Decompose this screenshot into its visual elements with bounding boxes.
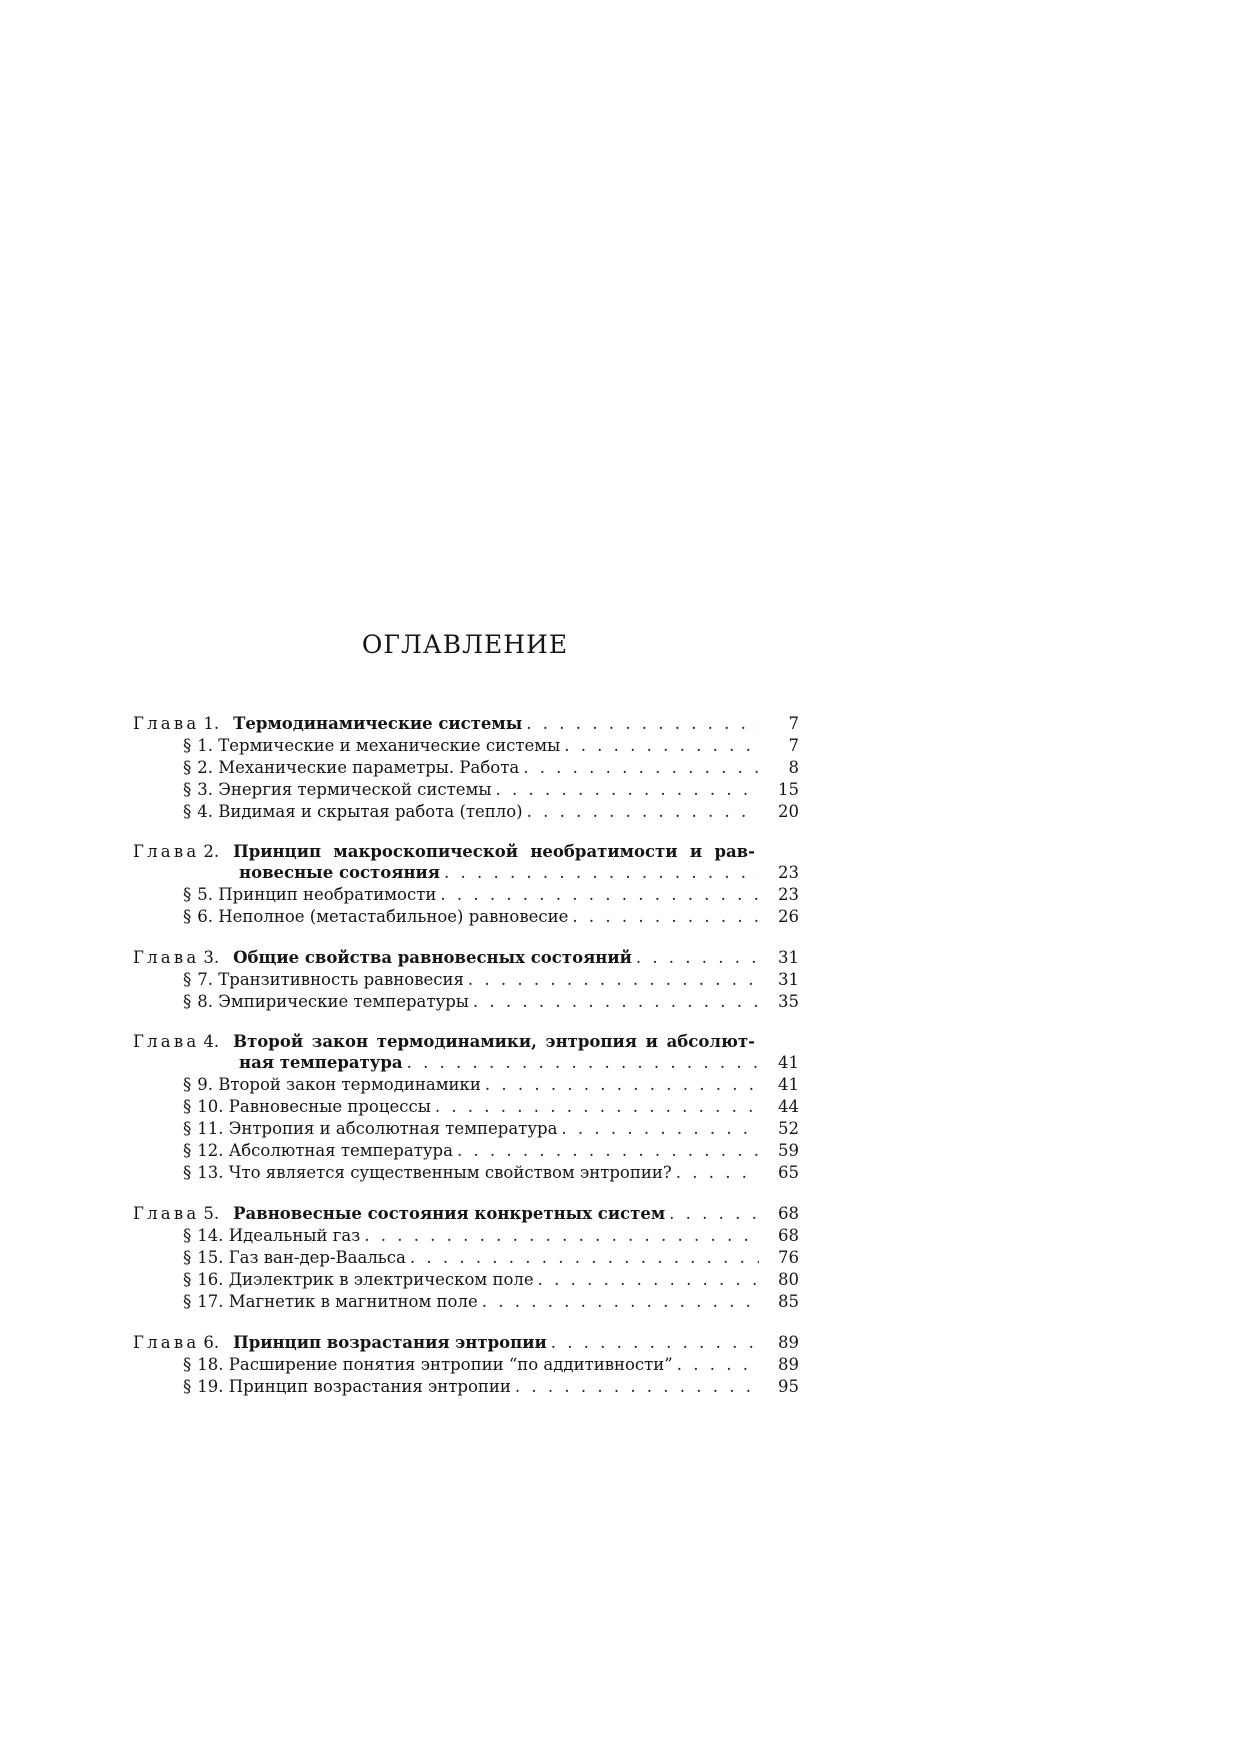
section-number: 10. [197, 1097, 224, 1116]
page-number: 95 [778, 1377, 799, 1396]
section-number: 14. [197, 1226, 224, 1245]
table-of-contents [133, 713, 799, 1417]
section-number: 18. [197, 1355, 224, 1374]
chapter-heading[interactable] [133, 842, 799, 862]
page-number: 41 [778, 1053, 799, 1072]
chapter-number: 2. [203, 842, 220, 861]
page-number: 44 [778, 1097, 799, 1116]
section-sign: § [183, 780, 192, 799]
dot-leader [538, 1269, 759, 1291]
page-number: 76 [778, 1248, 799, 1267]
chapter-heading[interactable] [133, 947, 799, 969]
section-sign: § [183, 758, 192, 777]
chapter-title-line2: новесные состояния [239, 863, 440, 882]
page-number: 89 [778, 1355, 799, 1374]
page-number: 85 [778, 1292, 799, 1311]
chapter-prefix: Глава [133, 1032, 200, 1051]
chapter-heading[interactable] [133, 1332, 799, 1354]
chapter-number: 4. [203, 1032, 220, 1051]
section-number: 8. [197, 992, 213, 1011]
toc-entry[interactable] [133, 1074, 799, 1096]
dot-leader [551, 1332, 759, 1354]
toc-entry[interactable] [133, 735, 799, 757]
chapter-number: 5. [203, 1204, 220, 1223]
section-sign: § [183, 970, 192, 989]
section-sign: § [183, 992, 192, 1011]
section-title: Принцип возрастания энтропии [228, 1377, 511, 1396]
toc-entry[interactable] [133, 801, 799, 823]
page-number: 59 [778, 1141, 799, 1160]
chapter-prefix: Глава [133, 948, 200, 967]
section-title: Абсолютная температура [228, 1141, 453, 1160]
page-number: 41 [778, 1075, 799, 1094]
chapter-3 [133, 947, 799, 1013]
toc-entry[interactable] [133, 779, 799, 801]
section-title: Второй закон термодинамики [218, 1075, 481, 1094]
chapter-number: 3. [203, 948, 220, 967]
section-title: Неполное (метастабильное) равновесие [218, 907, 569, 926]
chapter-title: Термодинамические системы [233, 714, 523, 733]
chapter-prefix: Глава [133, 1204, 200, 1223]
chapter-title: Принцип возрастания энтропии [233, 1333, 547, 1352]
section-title: Газ ван-дер-Ваальса [228, 1248, 406, 1267]
dot-leader [407, 1052, 759, 1074]
page-number: 80 [778, 1270, 799, 1289]
toc-entry[interactable] [133, 969, 799, 991]
section-sign: § [183, 1355, 192, 1374]
page-number: 8 [788, 758, 799, 777]
section-number: 17. [197, 1292, 224, 1311]
section-sign: § [183, 1141, 192, 1160]
page-title: ОГЛАВЛЕНИЕ [361, 630, 569, 659]
dot-leader [435, 1096, 759, 1118]
chapter-number: 1. [203, 714, 220, 733]
chapter-heading[interactable] [133, 1203, 799, 1225]
dot-leader [564, 735, 759, 757]
toc-entry[interactable] [133, 1269, 799, 1291]
chapter-5 [133, 1203, 799, 1313]
toc-entry[interactable] [133, 1354, 799, 1376]
section-number: 1. [197, 736, 213, 755]
toc-entry[interactable] [133, 1247, 799, 1269]
dot-leader [485, 1074, 759, 1096]
section-title: Транзитивность равновесия [218, 970, 464, 989]
dot-leader [677, 1354, 759, 1376]
toc-entry[interactable] [133, 1140, 799, 1162]
chapter-heading-continuation[interactable] [133, 862, 799, 884]
dot-leader [496, 779, 759, 801]
page-number: 23 [778, 885, 799, 904]
dot-leader [676, 1162, 759, 1184]
dot-leader [364, 1225, 759, 1247]
toc-entry[interactable] [133, 1096, 799, 1118]
section-sign: § [183, 1377, 192, 1396]
section-number: 2. [197, 758, 213, 777]
dot-leader [526, 713, 759, 735]
section-title: Энергия термической системы [218, 780, 492, 799]
toc-entry[interactable] [133, 1291, 799, 1313]
section-number: 11. [197, 1119, 224, 1138]
page-number: 65 [778, 1163, 799, 1182]
section-sign: § [183, 885, 192, 904]
dot-leader [523, 757, 759, 779]
section-sign: § [183, 1226, 192, 1245]
section-sign: § [183, 907, 192, 926]
section-title: Идеальный газ [228, 1226, 361, 1245]
page-number: 20 [778, 802, 799, 821]
dot-leader [410, 1247, 759, 1269]
chapter-title-line1: Второй закон термодинамики, энтропия и абсолют- [233, 1032, 755, 1051]
chapter-heading[interactable] [133, 1032, 799, 1052]
page-number: 15 [778, 780, 799, 799]
dot-leader [468, 969, 759, 991]
toc-entry[interactable] [133, 1376, 799, 1398]
chapter-title: Равновесные состояния конкретных систем [233, 1204, 666, 1223]
toc-entry[interactable] [133, 757, 799, 779]
chapter-prefix: Глава [133, 842, 200, 861]
section-sign: § [183, 1119, 192, 1138]
section-number: 3. [197, 780, 213, 799]
page-number: 35 [778, 992, 799, 1011]
chapter-heading[interactable] [133, 713, 799, 735]
section-title: Термические и механические системы [218, 736, 561, 755]
page-number: 52 [778, 1119, 799, 1138]
section-sign: § [183, 1270, 192, 1289]
section-number: 12. [197, 1141, 224, 1160]
section-number: 4. [197, 802, 213, 821]
section-number: 15. [197, 1248, 224, 1267]
section-title: Принцип необратимости [218, 885, 437, 904]
dot-leader [473, 991, 759, 1013]
page-number: 23 [778, 863, 799, 882]
page-number: 68 [778, 1226, 799, 1245]
section-sign: § [183, 1075, 192, 1094]
page-number: 7 [788, 736, 799, 755]
toc-entry[interactable] [133, 991, 799, 1013]
chapter-heading-continuation[interactable] [133, 1052, 799, 1074]
chapter-title: Общие свойства равновесных состояний [233, 948, 632, 967]
chapter-4 [133, 1032, 799, 1184]
section-sign: § [183, 802, 192, 821]
chapter-prefix: Глава [133, 1333, 200, 1352]
page-number: 7 [788, 714, 799, 733]
toc-entry[interactable] [133, 906, 799, 928]
toc-entry[interactable] [133, 884, 799, 906]
dot-leader [515, 1376, 759, 1398]
chapter-1 [133, 713, 799, 823]
page-number: 68 [778, 1204, 799, 1223]
section-title: Расширение понятия энтропии “по аддитивности” [228, 1355, 673, 1374]
toc-entry[interactable] [133, 1162, 799, 1184]
section-number: 19. [197, 1377, 224, 1396]
dot-leader [444, 862, 759, 884]
toc-entry[interactable] [133, 1118, 799, 1140]
chapter-title-line2: ная температура [239, 1053, 403, 1072]
dot-leader [527, 801, 759, 823]
chapter-title-line1: Принцип макроскопической необратимости и рав- [233, 842, 755, 861]
page-number: 89 [778, 1333, 799, 1352]
section-title: Что является существенным свойством энтропии? [228, 1163, 672, 1182]
dot-leader [561, 1118, 759, 1140]
section-title: Эмпирические температуры [218, 992, 469, 1011]
section-sign: § [183, 1163, 192, 1182]
dot-leader [636, 947, 759, 969]
section-number: 13. [197, 1163, 224, 1182]
page-number: 31 [778, 970, 799, 989]
section-title: Равновесные процессы [228, 1097, 431, 1116]
dot-leader [482, 1291, 759, 1313]
chapter-prefix: Глава [133, 714, 200, 733]
section-title: Механические параметры. Работа [218, 758, 520, 777]
chapter-number: 6. [203, 1333, 220, 1352]
section-title: Магнетик в магнитном поле [228, 1292, 478, 1311]
section-number: 16. [197, 1270, 224, 1289]
section-title: Видимая и скрытая работа (тепло) [218, 802, 523, 821]
dot-leader [440, 884, 759, 906]
section-title: Энтропия и абсолютная температура [228, 1119, 558, 1138]
section-number: 7. [197, 970, 213, 989]
dot-leader [457, 1140, 759, 1162]
section-number: 5. [197, 885, 213, 904]
section-sign: § [183, 1097, 192, 1116]
page-number: 26 [778, 907, 799, 926]
chapter-6 [133, 1332, 799, 1398]
dot-leader [669, 1203, 759, 1225]
section-sign: § [183, 1248, 192, 1267]
section-title: Диэлектрик в электрическом поле [228, 1270, 534, 1289]
chapter-2 [133, 842, 799, 928]
section-sign: § [183, 1292, 192, 1311]
toc-entry[interactable] [133, 1225, 799, 1247]
section-number: 6. [197, 907, 213, 926]
page-number: 31 [778, 948, 799, 967]
dot-leader [572, 906, 759, 928]
section-number: 9. [197, 1075, 213, 1094]
section-sign: § [183, 736, 192, 755]
